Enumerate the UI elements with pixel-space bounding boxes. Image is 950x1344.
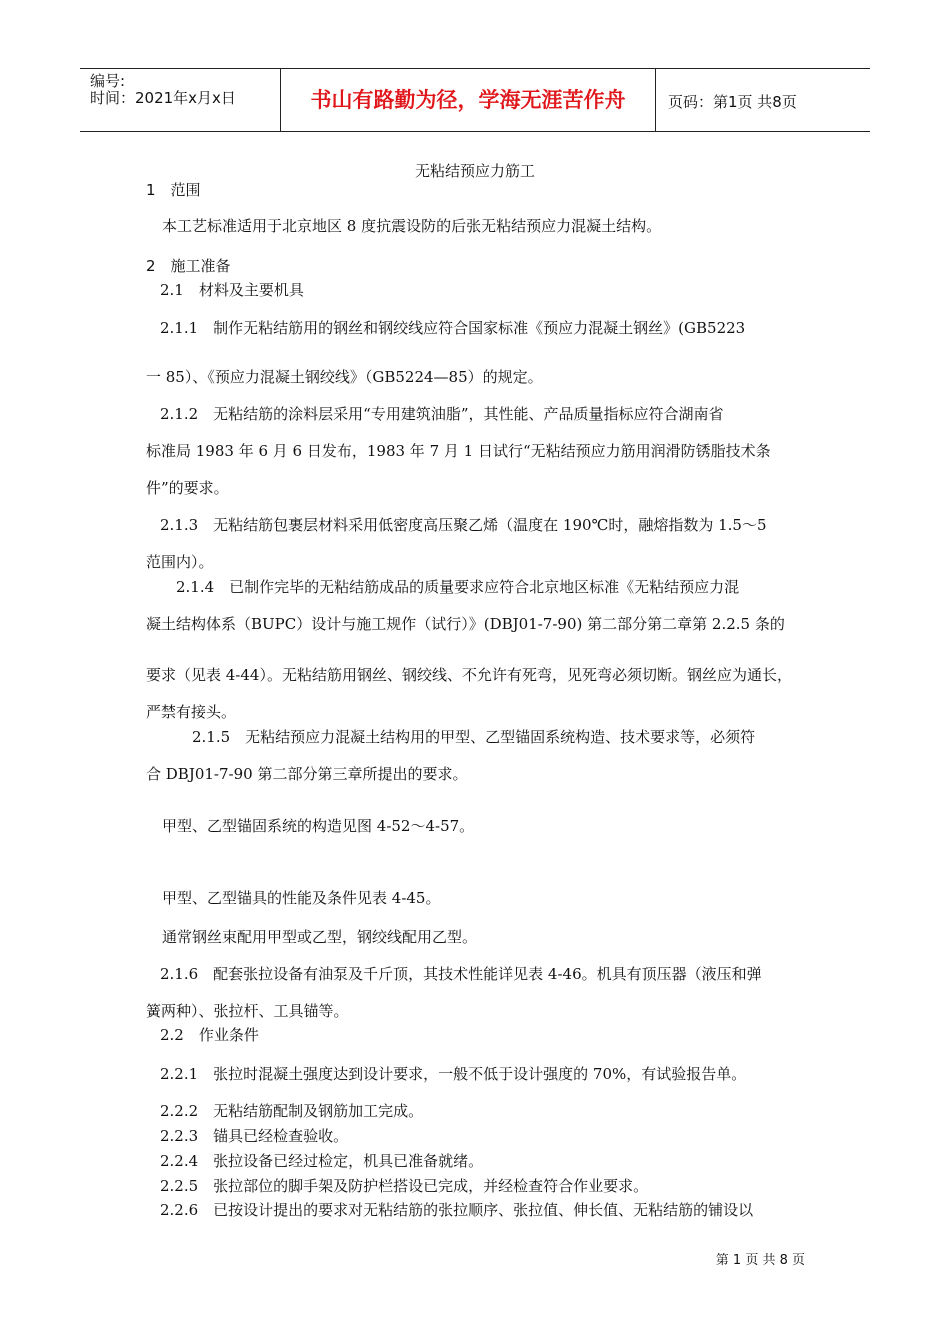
paragraph-line: 2.1.5 无粘结预应力混凝土结构用的甲型、乙型锚固系统构造、技术要求等，必须符: [192, 728, 756, 746]
code-label: 编号:: [90, 72, 126, 90]
paragraph-line: 2.2.2 无粘结筋配制及钢筋加工完成。: [160, 1102, 424, 1120]
paragraph-line: 合 DBJ01-7-90 第二部分第三章所提出的要求。: [146, 765, 468, 783]
paragraph-line: 甲型、乙型锚固系统的构造见图 4-52～4-57。: [162, 817, 475, 835]
paragraph-line: 件”的要求。: [146, 479, 229, 497]
paragraph-line: 2.1.3 无粘结筋包裹层材料采用低密度高压聚乙烯（温度在 190℃时，融熔指数为 1.5～5: [160, 516, 767, 534]
paragraph-line: 本工艺标准适用于北京地区 8 度抗震设防的后张无粘结预应力混凝土结构。: [162, 217, 662, 235]
subsection-heading: 2.1 材料及主要机具: [160, 281, 304, 299]
document-header: [80, 68, 870, 132]
paragraph-line: 严禁有接头。: [146, 703, 237, 721]
subsection-heading: 2.2 作业条件: [160, 1026, 259, 1044]
paragraph-line: 范围内）。: [146, 553, 214, 571]
time-label: 时间：2021年x月x日: [90, 89, 236, 107]
section-heading: 1 范围: [146, 181, 201, 199]
paragraph-line: 2.2.6 已按设计提出的要求对无粘结筋的张拉顺序、张拉值、伸长值、无粘结筋的铺设以: [160, 1201, 754, 1219]
paragraph-line: 2.1.6 配套张拉设备有油泵及千斤顶，其技术性能详见表 4-46。机具有顶压器（液压和弹: [160, 965, 762, 983]
paragraph-line: 通常钢丝束配用甲型或乙型，钢绞线配用乙型。: [162, 928, 478, 946]
header-meta-cell: [80, 69, 280, 131]
paragraph-line: 一 85）、《预应力混凝土钢绞线》（GB5224—85）的规定。: [146, 368, 543, 386]
paragraph-line: 2.2.5 张拉部位的脚手架及防护栏搭设已完成，并经检查符合作业要求。: [160, 1177, 649, 1195]
header-motto-cell: [280, 69, 656, 131]
paragraph-line: 要求（见表 4-44）。无粘结筋用钢丝、钢绞线、不允许有死弯，见死弯必须切断。钢丝应为通长，: [146, 666, 792, 684]
header-page-cell: [656, 69, 870, 131]
paragraph-line: 标准局 1983 年 6 月 6 日发布，1983 年 7 月 1 日试行“无粘结预应力筋用润滑防锈脂技术条: [146, 442, 771, 460]
paragraph-line: 簧两种）、张拉杆、工具锚等。: [146, 1002, 349, 1020]
page-footer: 第 1 页 共 8 页: [715, 1253, 805, 1268]
page-label: 页码：第1页 共8页: [668, 93, 797, 111]
paragraph-line: 2.2.3 锚具已经检查验收。: [160, 1127, 349, 1145]
paragraph-line: 2.1.1 制作无粘结筋用的钢丝和钢绞线应符合国家标准《预应力混凝土钢丝》(GB5223: [160, 319, 746, 337]
paragraph-line: 2.1.4 已制作完毕的无粘结筋成品的质量要求应符合北京地区标准《无粘结预应力混: [176, 578, 740, 596]
paragraph-line: 凝土结构体系（BUPC）设计与施工规作（试行）》(DBJ01-7-90) 第二部分第二章第 2.2.5 条的: [146, 615, 785, 633]
paragraph-line: 2.2.4 张拉设备已经过检定，机具已准备就绪。: [160, 1152, 484, 1170]
paragraph-line: 2.1.2 无粘结筋的涂料层采用“专用建筑油脂”，其性能、产品质量指标应符合湖南省: [160, 405, 724, 423]
section-heading: 2 施工准备: [146, 257, 231, 275]
paragraph-line: 2.2.1 张拉时混凝土强度达到设计要求，一般不低于设计强度的 70%，有试验报告单。: [160, 1065, 747, 1083]
paragraph-line: 甲型、乙型锚具的性能及条件见表 4-45。: [162, 889, 441, 907]
motto: 书山有路勤为径，学海无涯苦作舟: [310, 88, 626, 112]
document-title: 无粘结预应力筋工: [414, 162, 535, 180]
